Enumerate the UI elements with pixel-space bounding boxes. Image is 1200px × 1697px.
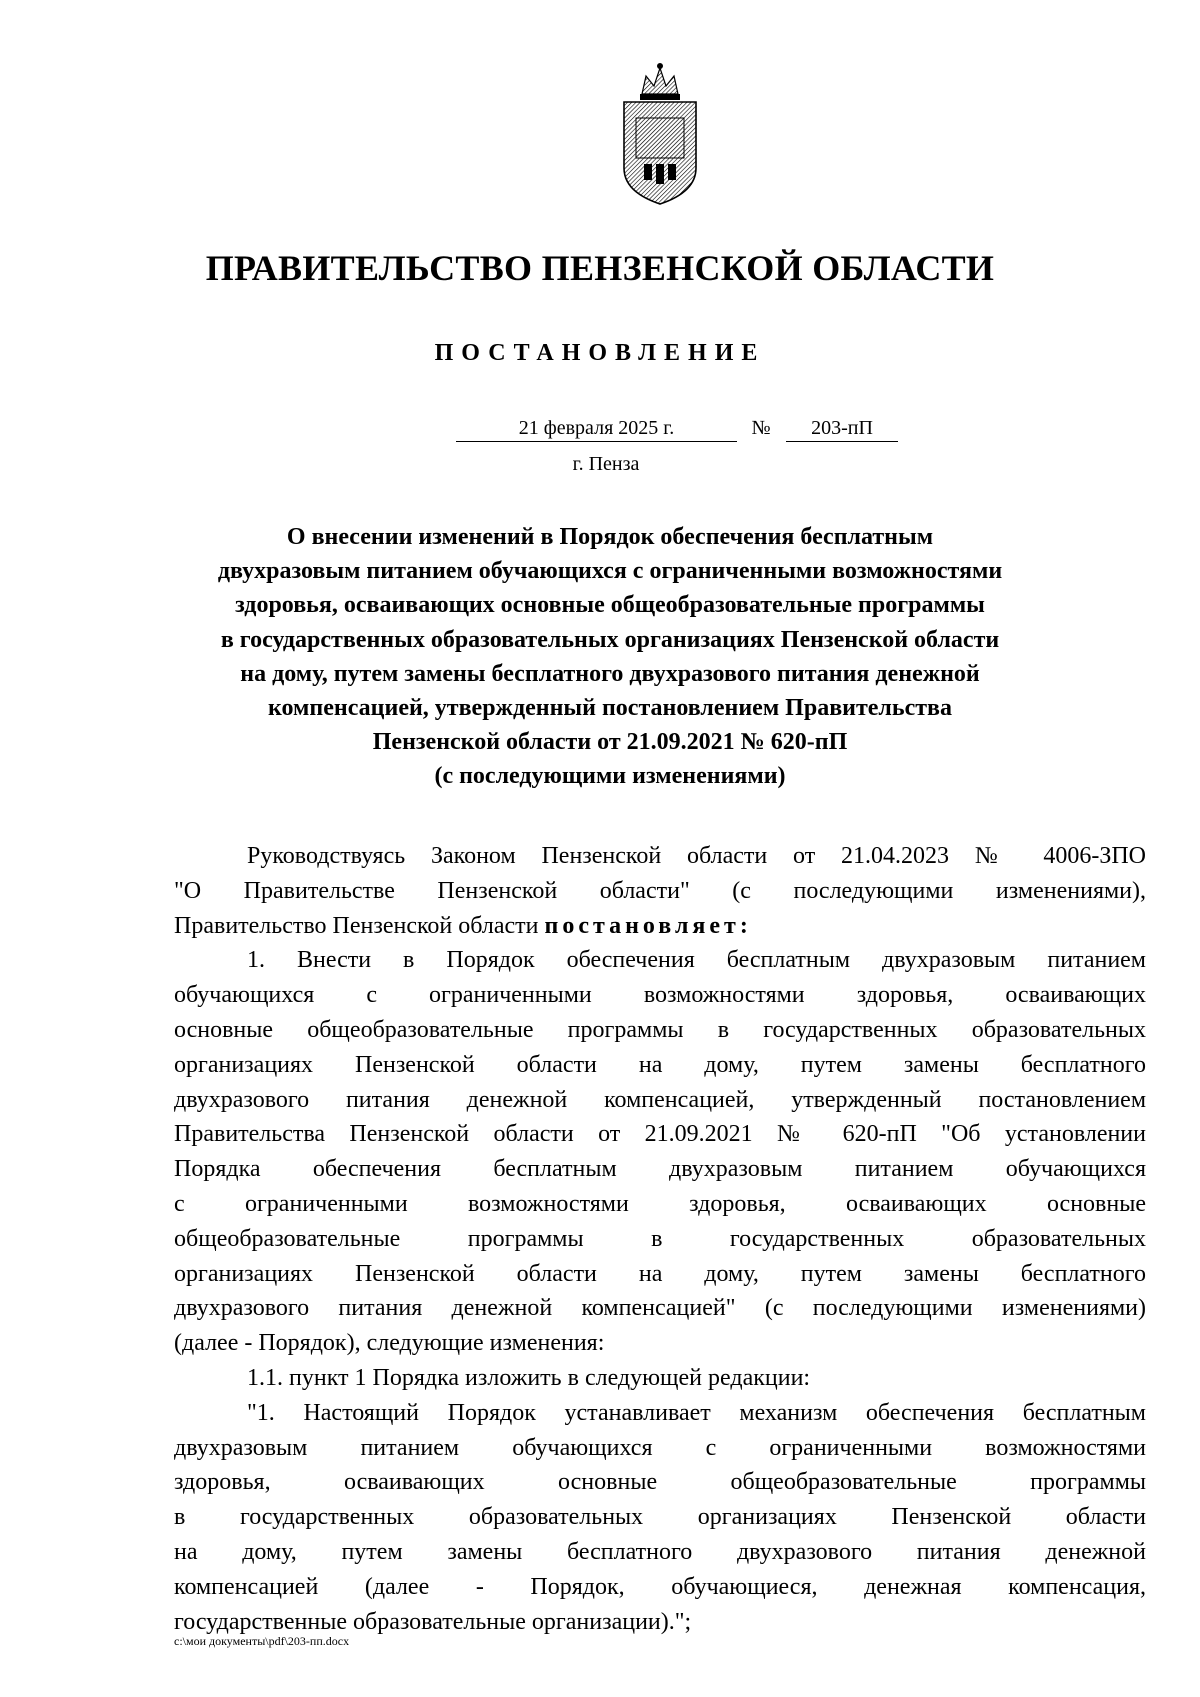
- item-1-line: двухразового питания денежной компенсацией, утвержденный постановлением: [174, 1086, 1146, 1113]
- preamble-text: Правительство Пензенской области: [174, 912, 539, 939]
- item-1-line: Правительства Пензенской области от 21.09.2021 № 620-пП "Об установлении: [174, 1121, 1146, 1148]
- subject-line: на дому, путем замены бесплатного двухразового питания денежной: [240, 660, 980, 687]
- item-1-line: организациях Пензенской области на дому, путем замены бесплатного: [174, 1051, 1146, 1078]
- quote-line: "1. Настоящий Порядок устанавливает механизм обеспечения бесплатным: [247, 1399, 1146, 1426]
- city: г. Пенза: [572, 453, 640, 475]
- quote-line: на дому, путем замены бесплатного двухразового питания денежной: [174, 1538, 1146, 1565]
- subject-line: двухразовым питанием обучающихся с ограниченными возможностями: [217, 558, 1003, 585]
- document-subject: [180, 520, 1040, 794]
- number-sign: №: [751, 417, 771, 439]
- quote-line: государственные образовательные организации).";: [174, 1608, 692, 1635]
- subject-line: Пензенской области от 21.09.2021 № 620-пП: [372, 729, 848, 756]
- subject-line: (с последующими изменениями): [434, 763, 786, 790]
- item-1-line: общеобразовательные программы в государственных образовательных: [174, 1225, 1146, 1252]
- subject-line: в государственных образовательных организациях Пензенской области: [220, 626, 1000, 653]
- coat-of-arms-icon: [612, 58, 708, 208]
- document-body: [174, 839, 1146, 1639]
- document-type: ПОСТАНОВЛЕНИЕ: [434, 340, 766, 366]
- quote-line: здоровья, осваивающих основные общеобразовательные программы: [174, 1469, 1146, 1496]
- item-1-line: основные общеобразовательные программы в государственных образовательных: [174, 1016, 1146, 1043]
- subject-line: О внесении изменений в Порядок обеспечения бесплатным: [286, 524, 934, 550]
- quote-line: компенсацией (далее - Порядок, обучающиеся, денежная компенсация,: [174, 1573, 1146, 1600]
- item-1-line: (далее - Порядок), следующие изменения:: [174, 1330, 605, 1357]
- preamble-line-final: [174, 909, 1146, 944]
- item-1-line: с ограниченными возможностями здоровья, осваивающих основные: [174, 1190, 1146, 1217]
- item-1-line: двухразового питания денежной компенсацией" (с последующими изменениями): [174, 1295, 1146, 1322]
- subject-line: компенсацией, утвержденный постановлением Правительства: [268, 695, 952, 722]
- quote-line: двухразовым питанием обучающихся с ограниченными возможностями: [174, 1434, 1146, 1461]
- item-1-line: организациях Пензенской области на дому, путем замены бесплатного: [174, 1260, 1146, 1287]
- preamble-line: Руководствуясь Законом Пензенской области от 21.04.2023 № 4006-ЗПО: [247, 843, 1146, 869]
- footer-file-path: c:\мои документы\pdf\203-пп.docx: [174, 1634, 350, 1648]
- document-date: 21 февраля 2025 г.: [456, 414, 737, 442]
- government-title: ПРАВИТЕЛЬСТВО ПЕНЗЕНСКОЙ ОБЛАСТИ: [205, 248, 995, 288]
- item-1-1-line: 1.1. пункт 1 Порядка изложить в следующей редакции:: [247, 1364, 811, 1391]
- preamble-line: "О Правительстве Пензенской области" (с последующими изменениями),: [174, 877, 1146, 904]
- quote-line: в государственных образовательных организациях Пензенской области: [174, 1504, 1146, 1531]
- item-1-line: обучающихся с ограниченными возможностями здоровья, осваивающих: [174, 982, 1146, 1009]
- decree-word: постановляет:: [544, 912, 752, 939]
- item-1-line: Порядка обеспечения бесплатным двухразовым питанием обучающихся: [174, 1156, 1146, 1183]
- document-number: 203-пП: [786, 414, 898, 442]
- item-1-line: 1. Внести в Порядок обеспечения бесплатным двухразовым питанием: [247, 947, 1146, 974]
- subject-line: здоровья, осваивающих основные общеобразовательные программы: [235, 592, 985, 619]
